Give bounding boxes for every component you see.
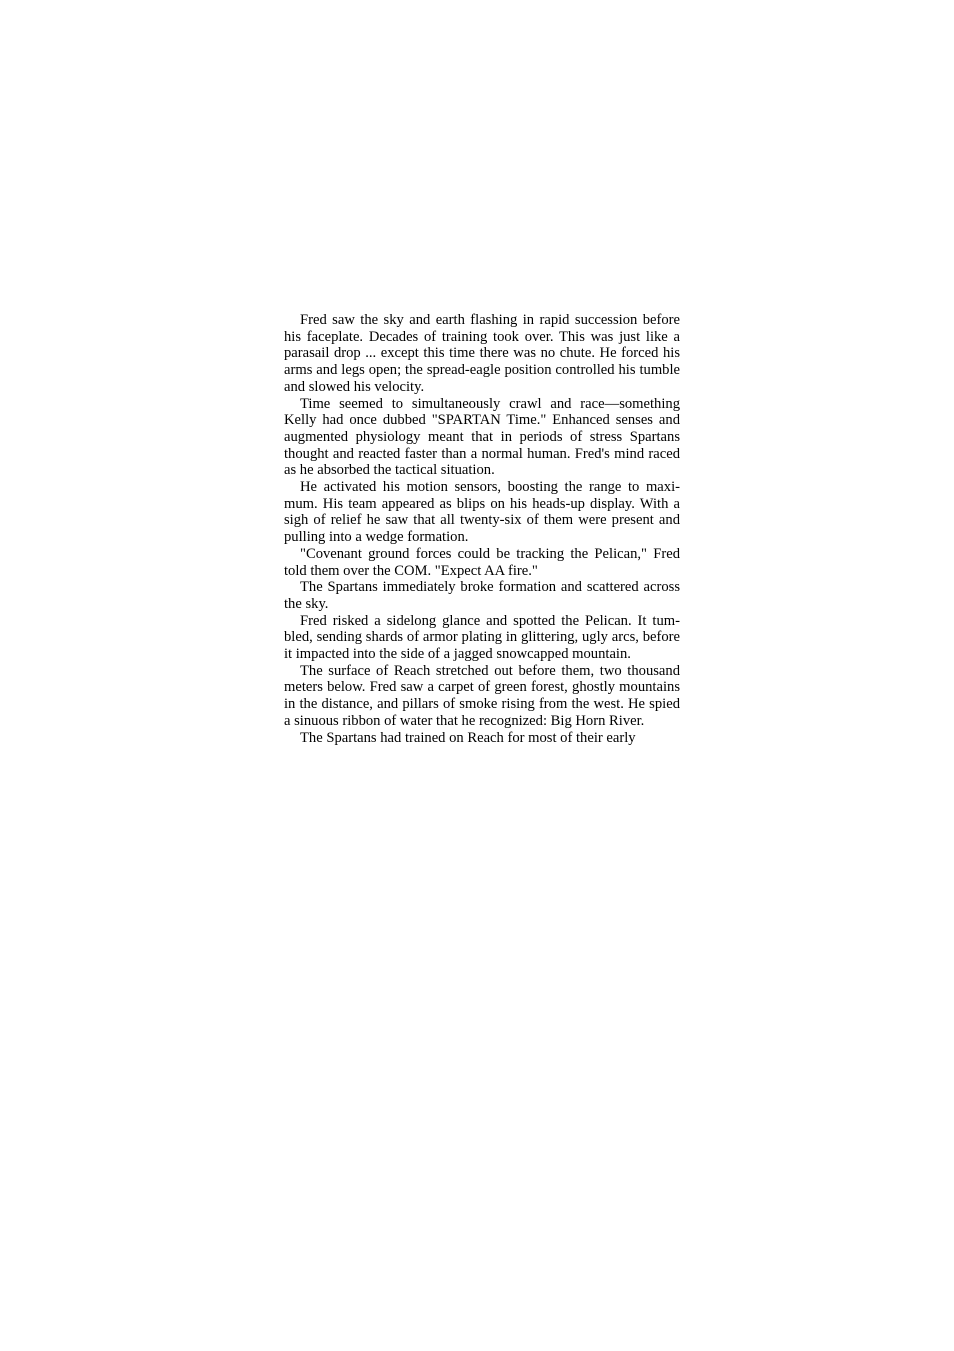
paragraph-2: Time seemed to simultaneously crawl and race—something Kelly had once dubbed "SPARTAN Time." Enhanced senses and augmented physiology meant that in periods of stress Spartans thought and reacted faster than a normal human. Fred's mind raced as he absorbed the tactical situation. <box>284 395 680 479</box>
paragraph-3: He activated his motion sensors, boosting the range to maximum. His team appeared as blips on his heads-up display. With a sigh of relief he saw that all twenty-six of them were present and pulling into a wedge formation. <box>284 479 680 546</box>
paragraph-4: "Covenant ground forces could be tracking the Pelican," Fred told them over the COM. "Expect AA fire." <box>284 545 680 579</box>
paragraph-1: Fred saw the sky and earth flashing in rapid succession before his faceplate. Decades of training took over. This was just like a parasail drop ... except this time there was no chute. He forced his arms and legs open; the spread-eagle position controlled his tumble and slowed his velocity. <box>284 312 680 395</box>
paragraph-5: The Spartans immediately broke formation and scattered across the sky. <box>284 579 680 612</box>
paragraph-6: Fred risked a sidelong glance and spotted the Pelican. It tumbled, sending shards of armor plating in glittering, ugly arcs, before it impacted into the side of a jagged snowcapped mountain. <box>284 612 680 663</box>
paragraph-8: The Spartans had trained on Reach for most of their early <box>300 729 636 746</box>
body-text <box>284 312 680 746</box>
paragraph-7: The surface of Reach stretched out before them, two thousand meters below. Fred saw a carpet of green forest, ghostly mountains in the distance, and pillars of smoke rising from the west. He spied a sinuous ribbon of water that he recognized: Big Horn River. <box>284 662 680 729</box>
